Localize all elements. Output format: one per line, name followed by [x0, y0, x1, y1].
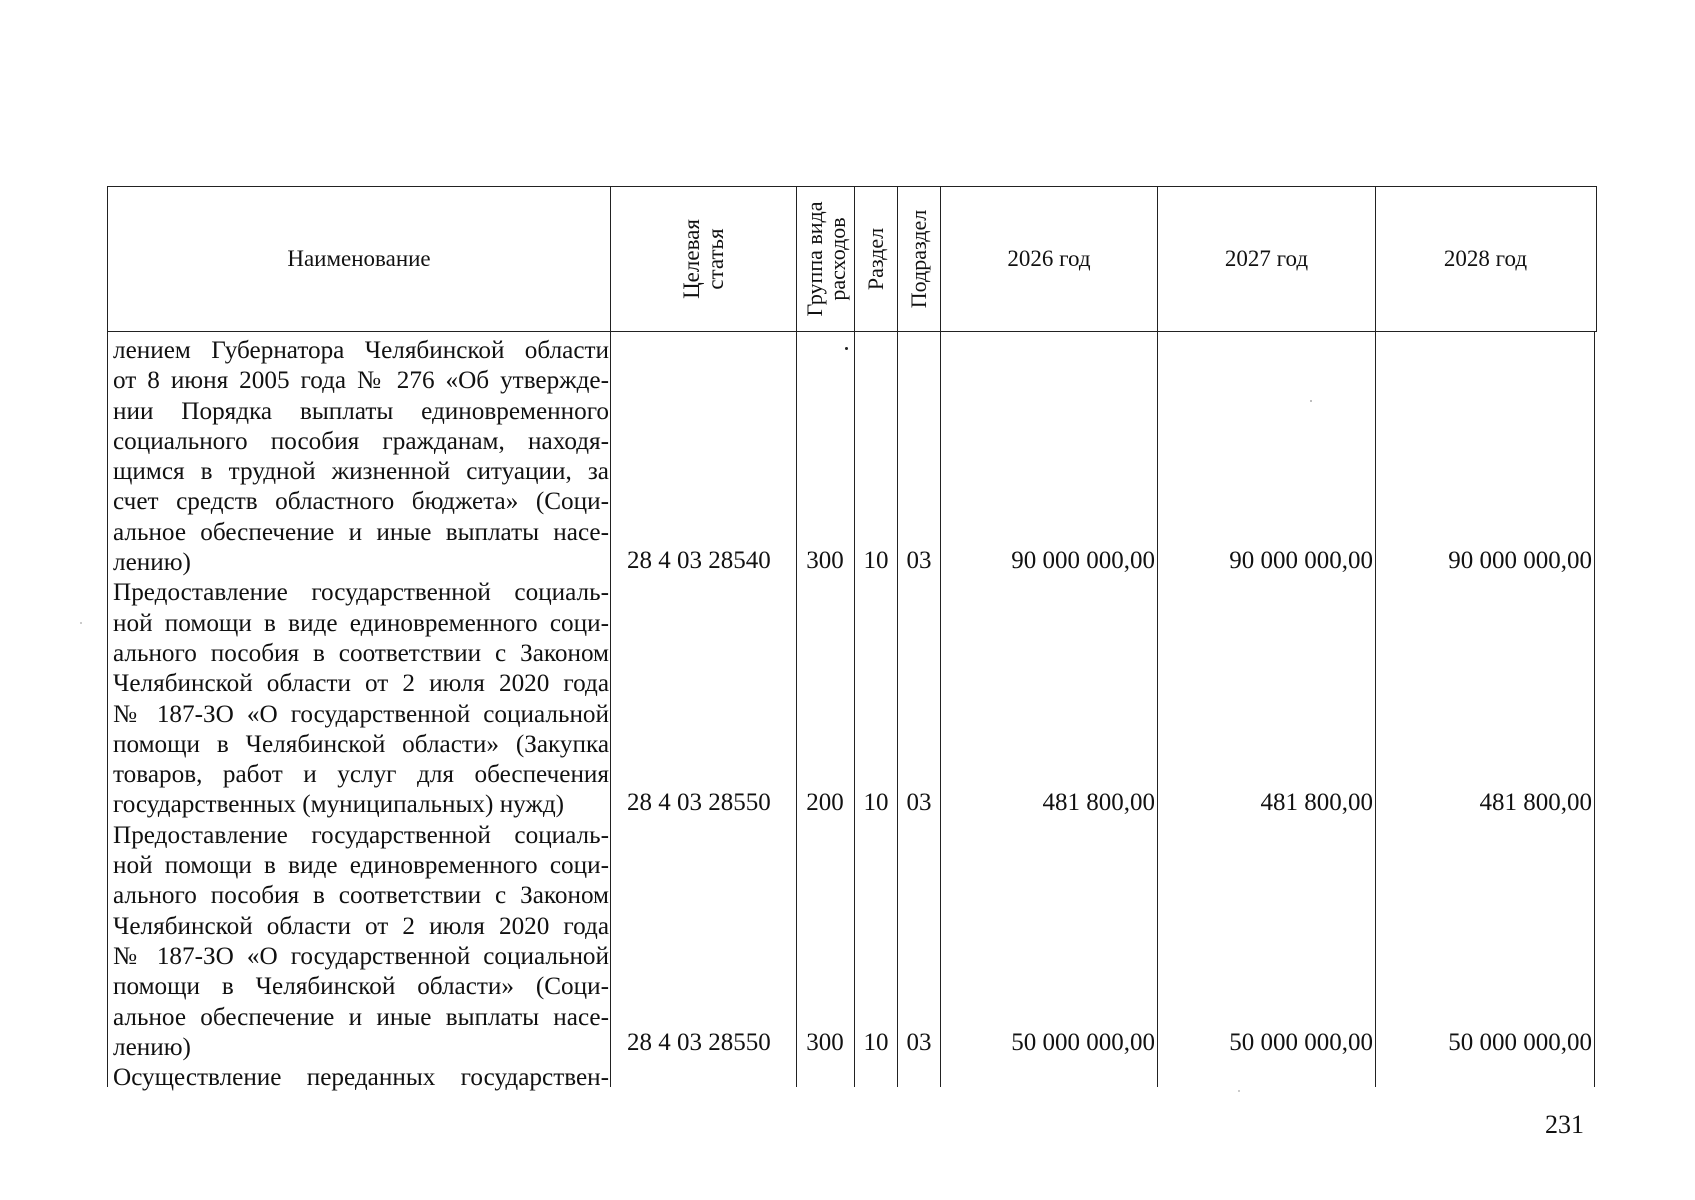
name-line: лению) — [113, 1033, 191, 1061]
header-subsection-cell — [898, 187, 941, 331]
name-line: ной помощи в виде единовременного соци- — [113, 609, 609, 637]
row2-target-article: 28 4 03 28550 — [627, 1029, 771, 1056]
name-line: социального пособия гражданам, находя- — [113, 427, 609, 455]
row1-expense-group: 200 — [806, 789, 844, 816]
name-line: № 187-ЗО «О государственной социальной — [113, 942, 609, 970]
page-number: 231 — [1545, 1110, 1584, 1139]
table-header — [107, 186, 1597, 332]
column-divider — [610, 332, 611, 1087]
header-expense-group: Группа вида расходов — [801, 201, 850, 317]
name-line: товаров, работ и услуг для обеспечения — [113, 761, 609, 789]
header-article-cell — [611, 187, 797, 331]
header-name: Наименование — [287, 246, 431, 271]
row0-expense-group: 300 — [806, 547, 844, 574]
column-divider — [854, 332, 855, 1087]
header-group-cell — [797, 187, 855, 331]
row2-subsection: 03 — [906, 1029, 932, 1056]
row0-section: 10 — [863, 547, 889, 574]
header-2027: 2027 год — [1224, 246, 1309, 271]
row2-section: 10 — [863, 1029, 889, 1056]
header-2026-cell — [941, 187, 1158, 331]
name-line: № 187-ЗО «О государственной социальной — [113, 700, 609, 728]
header-2028-cell — [1376, 187, 1595, 331]
name-line: щимся в трудной жизненной ситуации, за — [113, 458, 609, 486]
name-line: помощи в Челябинской области» (Закупка — [113, 730, 609, 758]
name-line: альное обеспечение и иные выплаты насе- — [113, 1003, 609, 1031]
name-line: лению) — [113, 549, 191, 577]
row0-2026: 90 000 000,00 — [1011, 547, 1155, 574]
name-line: Предоставление государственной социаль- — [113, 579, 609, 607]
header-2028: 2028 год — [1443, 246, 1528, 271]
column-divider — [1594, 332, 1595, 1087]
row0-subsection: 03 — [906, 547, 932, 574]
header-target-article: Целевая статья — [678, 219, 728, 299]
scan-speck — [845, 347, 848, 350]
header-name-cell — [108, 187, 611, 331]
table-body — [107, 332, 1597, 1092]
row2-2027: 50 000 000,00 — [1229, 1029, 1373, 1056]
name-line: Челябинской области от 2 июля 2020 года — [113, 912, 609, 940]
name-line: нии Порядка выплаты единовременного — [113, 397, 609, 425]
name-line: ального пособия в соответствии с Законом — [113, 882, 609, 910]
header-2026: 2026 год — [1007, 246, 1091, 271]
name-column — [113, 336, 609, 1093]
row1-subsection: 03 — [906, 789, 932, 816]
column-divider — [796, 332, 797, 1087]
scan-speck — [1238, 1090, 1240, 1092]
row2-2028: 50 000 000,00 — [1448, 1029, 1592, 1056]
row1-target-article: 28 4 03 28550 — [627, 789, 771, 816]
header-section-cell — [855, 187, 898, 331]
row2-2026: 50 000 000,00 — [1011, 1029, 1155, 1056]
name-line: альное обеспечение и иные выплаты насе- — [113, 518, 609, 546]
name-line: Предоставление государственной социаль- — [113, 821, 609, 849]
column-divider — [940, 332, 941, 1087]
header-subsection: Подраздел — [906, 209, 931, 309]
name-line: от 8 июня 2005 года № 276 «Об утвержде- — [113, 367, 609, 395]
header-section: Раздел — [863, 227, 888, 291]
column-divider — [107, 332, 108, 1087]
name-line: Челябинской области от 2 июля 2020 года — [113, 670, 609, 698]
name-line: лением Губернатора Челябинской области — [113, 337, 609, 364]
row0-2028: 90 000 000,00 — [1448, 547, 1592, 574]
column-divider — [897, 332, 898, 1087]
column-divider — [1375, 332, 1376, 1087]
name-line: Осуществление переданных государствен- — [113, 1064, 609, 1092]
name-line: ной помощи в виде единовременного соци- — [113, 852, 609, 880]
row1-2027: 481 800,00 — [1260, 789, 1373, 816]
row1-2026: 481 800,00 — [1042, 789, 1155, 816]
name-line: счет средств областного бюджета» (Соци- — [113, 488, 609, 516]
name-line: государственных (муниципальных) нужд) — [113, 791, 565, 819]
row0-target-article: 28 4 03 28540 — [627, 547, 771, 574]
row1-section: 10 — [863, 789, 889, 816]
scan-speck — [1310, 400, 1312, 402]
name-line: помощи в Челябинской области» (Соци- — [113, 973, 609, 1001]
column-divider — [1157, 332, 1158, 1087]
row2-expense-group: 300 — [806, 1029, 844, 1056]
row1-2028: 481 800,00 — [1479, 789, 1592, 816]
name-line: ального пособия в соответствии с Законом — [113, 639, 609, 667]
row0-2027: 90 000 000,00 — [1229, 547, 1373, 574]
header-2027-cell — [1158, 187, 1376, 331]
scan-speck — [80, 622, 82, 624]
